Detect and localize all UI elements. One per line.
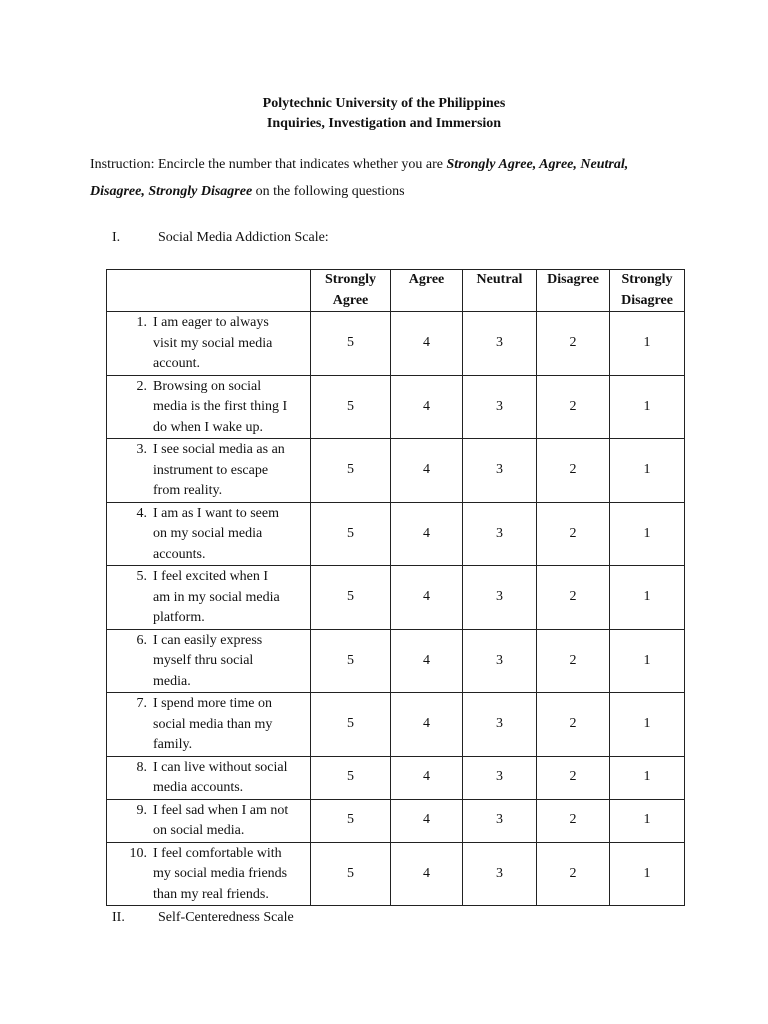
score-option[interactable]: 1 — [610, 756, 685, 799]
question-number: 4. — [136, 505, 147, 521]
score-option[interactable]: 4 — [391, 375, 463, 439]
score-option[interactable]: 2 — [537, 629, 610, 693]
question-text-line: myself thru social — [153, 653, 254, 668]
score-option[interactable]: 5 — [311, 439, 391, 503]
question-text — [153, 377, 310, 439]
score-option[interactable]: 3 — [463, 756, 537, 799]
column-header — [463, 270, 537, 312]
score-option[interactable]: 5 — [311, 566, 391, 630]
question-cell — [107, 693, 311, 757]
question-text-line: media is the first thing I — [153, 399, 288, 414]
score-option[interactable]: 2 — [537, 693, 610, 757]
score-option[interactable]: 2 — [537, 312, 610, 376]
score-option[interactable]: 1 — [610, 312, 685, 376]
score-option[interactable]: 1 — [610, 566, 685, 630]
question-text-line: visit my social media — [153, 335, 273, 351]
question-text — [153, 801, 310, 842]
score-option[interactable]: 2 — [537, 439, 610, 503]
score-option[interactable]: 3 — [463, 799, 537, 842]
section-heading-1 — [112, 228, 329, 248]
table-row — [107, 842, 685, 906]
score-option[interactable]: 2 — [537, 502, 610, 566]
question-text-line: instrument to escape — [153, 462, 269, 478]
question-cell — [107, 566, 311, 630]
score-option[interactable]: 1 — [610, 439, 685, 503]
score-option[interactable]: 4 — [391, 842, 463, 906]
score-option[interactable]: 4 — [391, 566, 463, 630]
question-text-line: do when I wake up. — [153, 419, 264, 435]
score-option[interactable]: 4 — [391, 799, 463, 842]
question-cell — [107, 312, 311, 376]
table-row — [107, 439, 685, 503]
question-text-line: I can easily express — [153, 632, 263, 648]
question-cell — [107, 439, 311, 503]
score-option[interactable]: 2 — [537, 842, 610, 906]
instruction-emphasis-2: Disagree, Strongly Disagree — [90, 184, 253, 199]
question-cell — [107, 842, 311, 906]
question-number: 10. — [129, 845, 147, 861]
question-text-line: I am as I want to seem — [153, 505, 279, 521]
column-header-line: Strongly — [621, 272, 673, 287]
question-text-line: I feel sad when I am not — [153, 802, 289, 818]
column-header — [610, 270, 685, 312]
score-option[interactable]: 4 — [391, 756, 463, 799]
question-text — [153, 567, 310, 629]
question-text-line: social media than my — [153, 716, 273, 732]
question-cell — [107, 629, 311, 693]
question-cell — [107, 799, 311, 842]
question-text — [153, 844, 310, 906]
score-option[interactable]: 5 — [311, 375, 391, 439]
question-text — [153, 758, 310, 799]
question-text-line: media accounts. — [153, 780, 244, 795]
score-option[interactable]: 5 — [311, 842, 391, 906]
score-option[interactable]: 3 — [463, 842, 537, 906]
score-option[interactable]: 5 — [311, 693, 391, 757]
score-option[interactable]: 2 — [537, 375, 610, 439]
score-option[interactable]: 3 — [463, 629, 537, 693]
table-row — [107, 756, 685, 799]
score-option[interactable]: 4 — [391, 693, 463, 757]
question-text-line: I can live without social — [153, 759, 288, 775]
question-number: 2. — [136, 378, 147, 394]
table-row — [107, 629, 685, 693]
university-name: Polytechnic University of the Philippines — [262, 96, 506, 111]
score-option[interactable]: 3 — [463, 502, 537, 566]
document-header — [0, 94, 768, 134]
question-text-line: I see social media as an — [153, 442, 285, 457]
question-cell — [107, 756, 311, 799]
question-text-line: from reality. — [153, 483, 223, 498]
question-text — [153, 440, 310, 502]
question-text-line: on social media. — [153, 823, 245, 838]
question-text-line: I am eager to always — [153, 315, 269, 330]
question-text-line: than my real friends. — [153, 886, 269, 902]
column-header-line: Disagree — [547, 272, 599, 287]
question-text-line: family. — [153, 737, 193, 752]
section-title: Self-Centeredness Scale — [158, 910, 294, 925]
section-title: Social Media Addiction Scale: — [158, 230, 329, 245]
column-header-line: Agree — [332, 292, 369, 308]
score-option[interactable]: 4 — [391, 439, 463, 503]
score-option[interactable]: 2 — [537, 756, 610, 799]
question-number: 1. — [136, 315, 147, 330]
question-text-line: media. — [153, 673, 191, 689]
section-numeral: II. — [112, 910, 125, 925]
score-option[interactable]: 3 — [463, 693, 537, 757]
question-number: 7. — [136, 696, 147, 711]
score-option[interactable]: 5 — [311, 312, 391, 376]
instruction-emphasis-1: Strongly Agree, Agree, Neutral, — [446, 157, 629, 172]
question-number: 3. — [136, 442, 147, 457]
question-text — [153, 504, 310, 566]
column-header-line: Strongly — [324, 272, 377, 287]
question-text-line: account. — [153, 356, 201, 371]
section-numeral: I. — [112, 230, 121, 245]
score-option[interactable]: 5 — [311, 629, 391, 693]
question-text-line: am in my social media — [153, 589, 280, 605]
column-header-line: Neutral — [476, 272, 523, 287]
question-text — [153, 694, 310, 756]
score-option[interactable]: 4 — [391, 502, 463, 566]
instruction-prefix: Instruction: Encircle the number that indicates whether you are — [90, 157, 447, 172]
score-option[interactable]: 1 — [610, 693, 685, 757]
table-row — [107, 375, 685, 439]
course-title: Inquiries, Investigation and Immersion — [266, 116, 502, 131]
score-option[interactable]: 2 — [537, 799, 610, 842]
score-option[interactable]: 2 — [537, 566, 610, 630]
question-text-line: platform. — [153, 610, 205, 625]
likert-scale-table — [106, 269, 685, 906]
column-header — [311, 270, 391, 312]
table-header-row — [107, 270, 685, 312]
score-option[interactable]: 4 — [391, 629, 463, 693]
score-option[interactable]: 1 — [610, 629, 685, 693]
score-option[interactable]: 5 — [311, 756, 391, 799]
column-header — [537, 270, 610, 312]
score-option[interactable]: 1 — [610, 799, 685, 842]
instruction-suffix: on the following questions — [252, 184, 405, 199]
score-option[interactable]: 3 — [463, 439, 537, 503]
question-text-line: Browsing on social — [153, 378, 262, 394]
score-option[interactable]: 5 — [311, 502, 391, 566]
question-text-line: I feel comfortable with — [153, 845, 282, 861]
question-number: 9. — [136, 802, 147, 818]
score-option[interactable]: 5 — [311, 799, 391, 842]
column-header-line: Disagree — [621, 292, 673, 308]
score-option[interactable]: 1 — [610, 375, 685, 439]
question-cell — [107, 375, 311, 439]
question-text — [153, 631, 310, 693]
table-row — [107, 312, 685, 376]
column-header-line: Agree — [408, 272, 445, 287]
question-text-line: I feel excited when I — [153, 569, 269, 584]
score-option[interactable]: 1 — [610, 842, 685, 906]
question-number: 6. — [136, 632, 147, 648]
column-header — [391, 270, 463, 312]
score-option[interactable]: 3 — [463, 566, 537, 630]
question-text-line: on my social media — [153, 526, 263, 541]
score-option[interactable]: 4 — [391, 312, 463, 376]
table-row — [107, 799, 685, 842]
score-option[interactable]: 3 — [463, 312, 537, 376]
instruction-text — [90, 151, 690, 205]
table-row — [107, 566, 685, 630]
question-text-line: I spend more time on — [153, 696, 272, 711]
question-number: 8. — [136, 759, 147, 775]
question-cell — [107, 502, 311, 566]
table-row — [107, 502, 685, 566]
score-option[interactable]: 3 — [463, 375, 537, 439]
table-body — [107, 312, 685, 906]
question-text — [153, 313, 310, 375]
section-heading-2 — [112, 908, 294, 928]
table-row — [107, 693, 685, 757]
question-text-line: my social media friends — [153, 866, 288, 881]
item-column-header — [107, 270, 311, 312]
score-option[interactable]: 1 — [610, 502, 685, 566]
question-text-line: accounts. — [153, 546, 206, 562]
question-number: 5. — [136, 569, 147, 584]
